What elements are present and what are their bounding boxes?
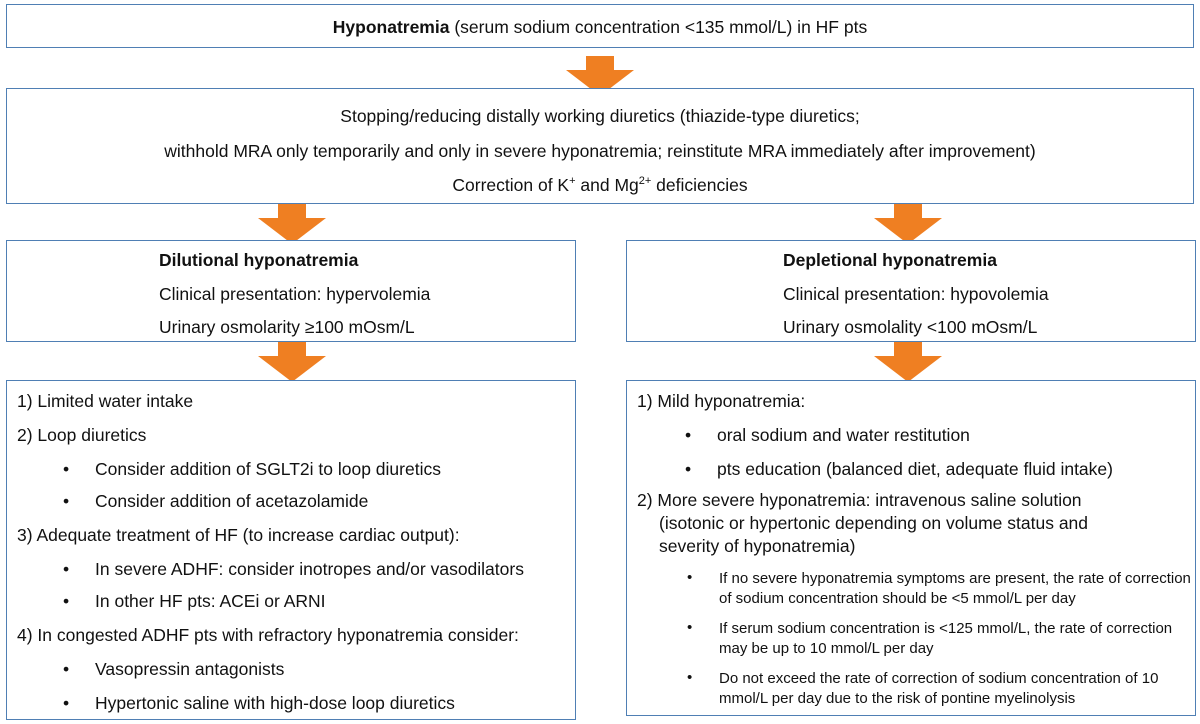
bullet-dot: • bbox=[685, 425, 692, 445]
header-title bbox=[7, 17, 1193, 38]
depletional-title: Depletional hyponatremia bbox=[783, 250, 997, 270]
step1-line3-suffix: deficiencies bbox=[651, 175, 748, 195]
bullet-text: oral sodium and water restitution bbox=[717, 425, 970, 445]
depletional-item-2-line2: (isotonic or hypertonic depending on volume status and bbox=[659, 513, 1089, 533]
bullet-dot: • bbox=[687, 669, 693, 686]
header-title-rest: (serum sodium concentration <135 mmol/L) in HF pts bbox=[449, 17, 868, 37]
header-box bbox=[6, 4, 1194, 48]
bullet-text: Vasopressin antagonists bbox=[95, 659, 285, 679]
bullet-text: Consider addition of SGLT2i to loop diuretics bbox=[95, 459, 441, 479]
depletional-box bbox=[626, 240, 1196, 342]
bullet-dot: • bbox=[685, 459, 692, 479]
dilutional-osmolarity: Urinary osmolarity ≥100 mOsm/L bbox=[159, 317, 415, 337]
bullet-text: Consider addition of acetazolamide bbox=[95, 491, 369, 511]
depletional-item-2 bbox=[637, 489, 1182, 558]
bullet-dot: • bbox=[63, 491, 70, 511]
bullet-dot: • bbox=[63, 693, 70, 713]
depletional-presentation: Clinical presentation: hypovolemia bbox=[783, 284, 1049, 304]
bullet-text: Hypertonic saline with high-dose loop diuretics bbox=[95, 693, 455, 713]
dilutional-box bbox=[6, 240, 576, 342]
bullet-dot: • bbox=[63, 591, 70, 611]
bullet-dot: • bbox=[687, 619, 693, 636]
dilutional-presentation: Clinical presentation: hypervolemia bbox=[159, 284, 431, 304]
depletional-item-1: 1) Mild hyponatremia: bbox=[637, 391, 806, 411]
bullet-text: In other HF pts: ACEi or ARNI bbox=[95, 591, 326, 611]
dilutional-item-4: 4) In congested ADHF pts with refractory hyponatremia consider: bbox=[17, 625, 519, 645]
bullet-dot: • bbox=[687, 569, 693, 586]
step1-line3-prefix: Correction of K bbox=[452, 175, 570, 195]
dilutional-item-3: 3) Adequate treatment of HF (to increase cardiac output): bbox=[17, 525, 460, 545]
dilutional-treatment-box bbox=[6, 380, 576, 720]
depletional-treatment-box bbox=[626, 380, 1196, 716]
dilutional-title: Dilutional hyponatremia bbox=[159, 250, 359, 270]
step1-line2: withhold MRA only temporarily and only in severe hyponatremia; reinstitute MRA immediately after improvement) bbox=[164, 141, 1036, 161]
bullet-dot: • bbox=[63, 459, 70, 479]
bullet-text: In severe ADHF: consider inotropes and/or vasodilators bbox=[95, 559, 524, 579]
bullet-dot: • bbox=[63, 659, 70, 679]
header-title-bold: Hyponatremia bbox=[332, 17, 450, 37]
step1-box bbox=[6, 88, 1194, 204]
bullet-text: pts education (balanced diet, adequate fluid intake) bbox=[717, 459, 1113, 479]
down-arrow-left-2 bbox=[258, 356, 326, 382]
step1-line3-mid: and Mg bbox=[575, 175, 639, 195]
bullet-dot: • bbox=[63, 559, 70, 579]
step1-line3 bbox=[7, 175, 1193, 196]
dilutional-item-2: 2) Loop diuretics bbox=[17, 425, 147, 445]
potassium-sup: + bbox=[569, 175, 576, 188]
depletional-item-2-line1: 2) More severe hyponatremia: intravenous saline solution bbox=[637, 490, 1082, 510]
depletional-item-2-line3: severity of hyponatremia) bbox=[659, 536, 856, 556]
magnesium-sup: 2+ bbox=[638, 175, 652, 188]
bullet-text: If no severe hyponatremia symptoms are present, the rate of correction of sodium concentration should be <5 mmol/L per day bbox=[719, 570, 1191, 607]
step1-line1: Stopping/reducing distally working diuretics (thiazide-type diuretics; bbox=[340, 106, 860, 126]
dilutional-item-1: 1) Limited water intake bbox=[17, 391, 194, 411]
depletional-osmolality: Urinary osmolality <100 mOsm/L bbox=[783, 317, 1038, 337]
down-arrow-right-2 bbox=[874, 356, 942, 382]
bullet-text: If serum sodium concentration is <125 mmol/L, the rate of correction may be up to 10 mmol/L per day bbox=[719, 620, 1173, 657]
bullet-text: Do not exceed the rate of correction of sodium concentration of 10 mmol/L per day due to the risk of pontine myelinolysis bbox=[719, 670, 1159, 707]
